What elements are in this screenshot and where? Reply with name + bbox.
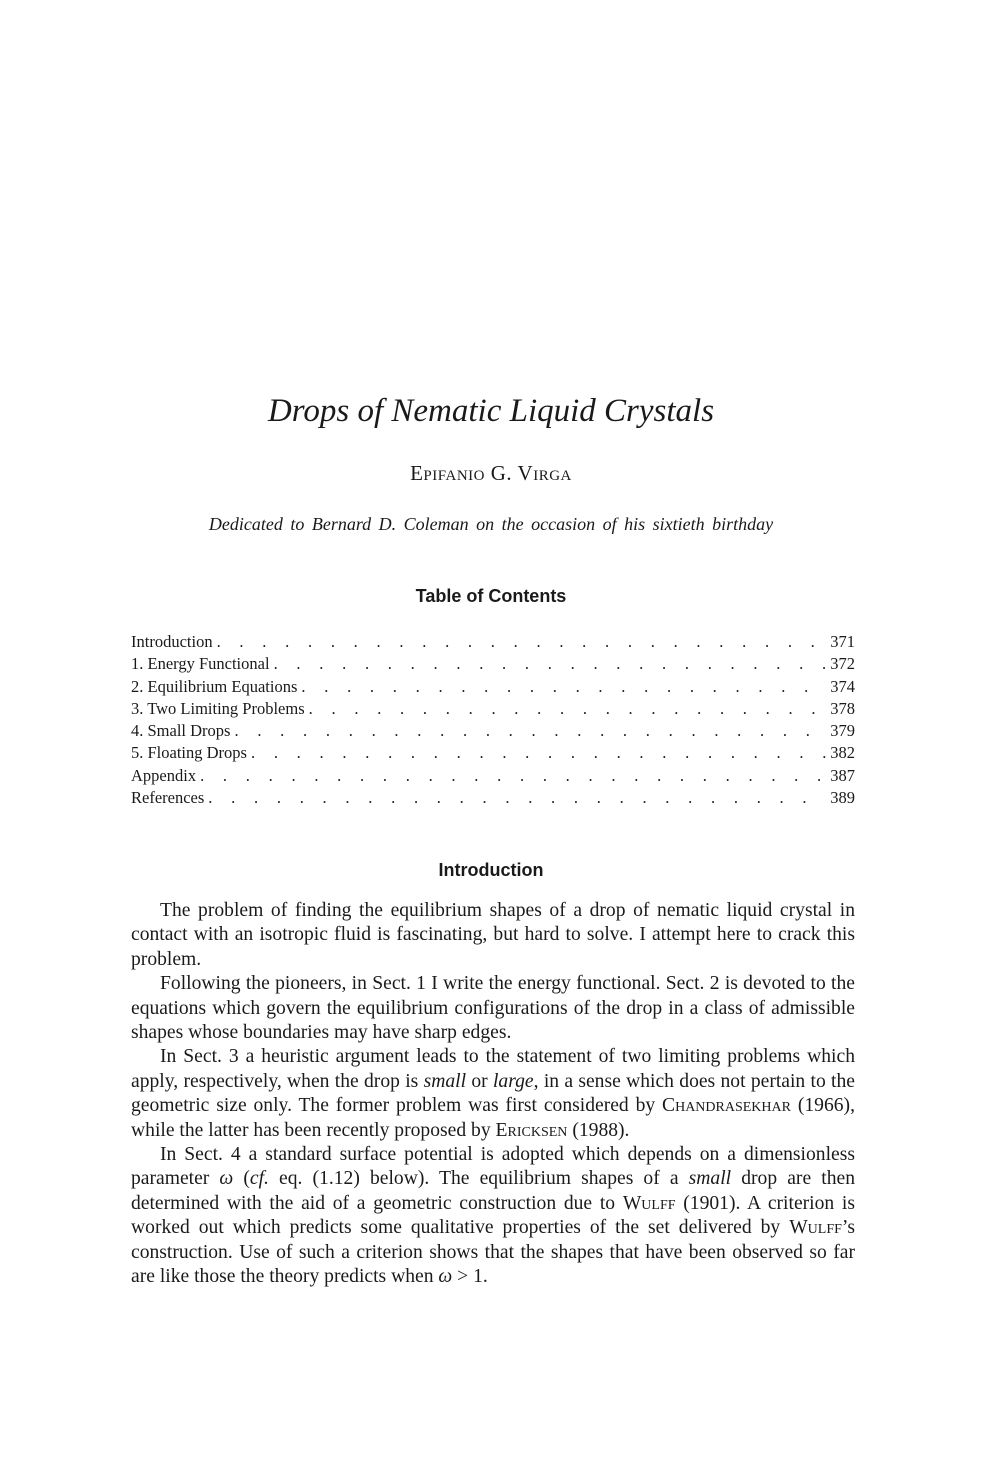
dedication: Dedicated to Bernard D. Coleman on the occasion of his sixtieth birthday [208,514,774,534]
toc-entry-page: 378 [830,698,855,718]
toc-leader-dots [309,698,827,720]
paragraph: In Sect. 3 a heuristic argument leads to the statement of two limiting problems which apply, respectively, when the drop is small or large, in a sense which does not pertain to the geometric size only. The former problem was first considered by Chandrasekhar (1966), while the latter has been recently proposed by Ericksen (1988). [131,1046,855,1141]
emphasis-large: large [492,1070,534,1092]
toc-entry [131,698,855,720]
toc-entry [131,742,855,764]
toc-leader-dots [208,787,826,809]
toc-entry-page: 372 [830,654,855,674]
toc-entry [131,676,855,698]
toc-entry-label: 5. Floating Drops [131,743,247,763]
toc-entry-page: 379 [830,721,855,741]
author-name: Epifanio G. Virga [410,461,572,485]
paragraph: Following the pioneers, in Sect. 1 I write the energy functional. Sect. 2 is devoted to the equations which govern the equilibrium configurations of the drop in a class of admissible shapes whose boundaries may have sharp edges. [131,973,855,1044]
toc-entry [131,653,855,675]
toc-entry-label: 3. Two Limiting Problems [131,698,305,718]
emphasis-small: small [688,1168,732,1190]
citation-author: Wulff [789,1217,842,1239]
toc-entry-label: 1. Energy Functional [131,654,270,674]
omega-symbol: ω [438,1266,453,1288]
toc-entry [131,720,855,742]
toc-entry [131,765,855,787]
introduction-heading: Introduction [438,860,544,880]
citation-author: Wulff [622,1192,676,1214]
toc-heading: Table of Contents [415,586,567,606]
toc-entry [131,787,855,809]
omega-symbol: ω [219,1168,234,1190]
paragraph: The problem of finding the equilibrium shapes of a drop of nematic liquid crystal in contact with an isotropic fluid is fascinating, but hard to solve. I attempt here to crack this problem. [131,900,855,970]
toc-entry-page: 389 [830,788,855,808]
emphasis-small: small [423,1070,467,1092]
toc-entry [131,631,855,653]
toc-entry-label: References [131,788,205,808]
toc-entry-label: 2. Equilibrium Equations [131,676,298,696]
toc-leader-dots [217,631,827,653]
toc-entry-label: Appendix [131,765,197,785]
citation-author: Ericksen [495,1119,568,1141]
toc-entry-label: 4. Small Drops [131,721,231,741]
introduction-body [131,899,855,1290]
paragraph: In Sect. 4 a standard surface potential is adopted which depends on a dimensionless parameter ω (cf. eq. (1.12) below). The equilibrium shapes of a small drop are then determined with the aid of a geometric construction due to Wulff (1901). A criterion is worked out which predicts some qualitative properties of the set delivered by Wulff’s construction. Use of such a criterion shows that the shapes that have been observed so far are like those the theory predicts when ω > 1. [131,1144,855,1288]
toc-leader-dots [274,653,827,675]
toc-entry-page: 387 [830,765,855,785]
toc-leader-dots [301,676,826,698]
toc-entry-page: 371 [830,632,855,651]
toc-entry-page: 382 [830,743,855,763]
table-of-contents [131,631,855,809]
toc-entry-page: 374 [830,676,855,696]
toc-leader-dots [234,720,826,742]
toc-entry-label: Introduction [131,632,213,651]
cf-abbrev: cf. [249,1168,269,1190]
citation-author: Chandrasekhar [662,1095,791,1117]
paper-title: Drops of Nematic Liquid Crystals [267,393,715,429]
toc-leader-dots [251,742,826,764]
toc-leader-dots [200,765,826,787]
